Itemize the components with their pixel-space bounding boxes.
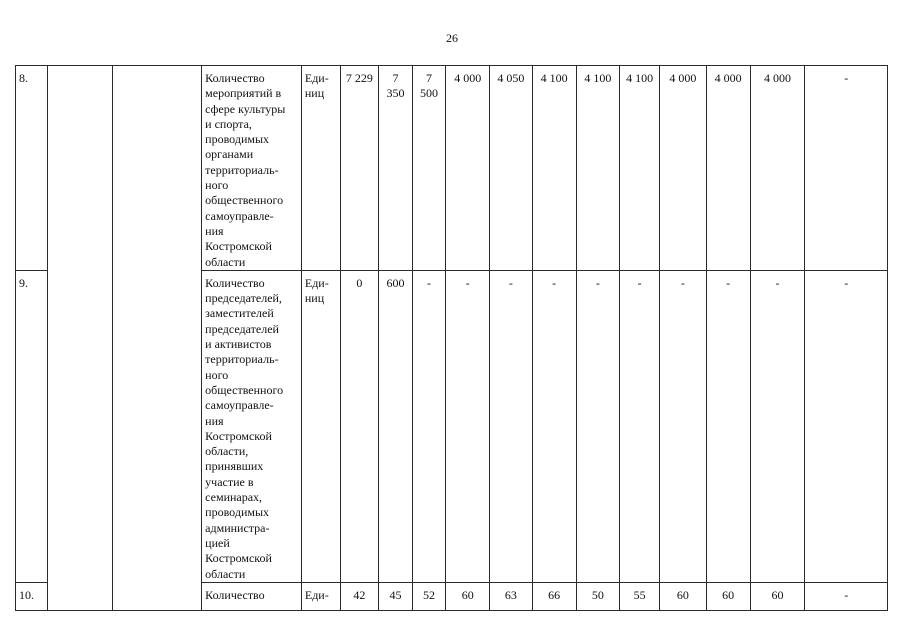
value-cell: 42	[340, 582, 379, 610]
value-cell: 55	[620, 582, 660, 610]
indicators-table	[15, 65, 888, 611]
value-cell: 60	[750, 582, 805, 610]
value-cell: 63	[490, 582, 533, 610]
value-cell: 7 350	[379, 66, 413, 271]
value-cell: 66	[532, 582, 576, 610]
value-cell: -	[576, 270, 620, 582]
value-cell: 4 000	[750, 66, 805, 271]
value-cell: 50	[576, 582, 620, 610]
row-number: 8.	[16, 66, 48, 271]
value-cell: -	[805, 66, 888, 271]
value-cell: 4 100	[532, 66, 576, 271]
indicator-name: Количество мероприятий в сфере культуры и спорта, проводимых органами территориаль- ного общественного самоуправле- ния Костромской области	[202, 66, 302, 271]
value-cell: -	[620, 270, 660, 582]
value-cell: 4 000	[446, 66, 490, 271]
value-cell: 4 050	[490, 66, 533, 271]
value-cell: -	[750, 270, 805, 582]
value-cell: 4 100	[620, 66, 660, 271]
value-cell: -	[805, 582, 888, 610]
indicator-name: Количество председателей, заместителей председателей и активистов территориаль- ного общественного самоуправле- ния Костромской области, принявших участие в семинарах, проводимых администра- цией Костромской области	[202, 270, 302, 582]
page-number: 26	[446, 31, 458, 45]
value-cell: 52	[412, 582, 446, 610]
value-cell: 7 229	[340, 66, 379, 271]
row-number: 9.	[16, 270, 48, 582]
value-cell: -	[659, 270, 706, 582]
merged-blank-cell	[47, 66, 112, 611]
value-cell: 7 500	[412, 66, 446, 271]
value-cell: -	[412, 270, 446, 582]
row-number: 10.	[16, 582, 48, 610]
value-cell: -	[532, 270, 576, 582]
value-cell: 60	[706, 582, 750, 610]
value-cell: 0	[340, 270, 379, 582]
value-cell: 60	[659, 582, 706, 610]
value-cell: 600	[379, 270, 413, 582]
value-cell: 45	[379, 582, 413, 610]
value-cell: -	[446, 270, 490, 582]
unit-cell: Еди- ниц	[301, 270, 340, 582]
table-row	[16, 66, 888, 271]
unit-cell: Еди-	[301, 582, 340, 610]
value-cell: 4 100	[576, 66, 620, 271]
merged-blank-cell	[112, 66, 202, 611]
value-cell: -	[490, 270, 533, 582]
indicator-name: Количество	[202, 582, 302, 610]
value-cell: 4 000	[659, 66, 706, 271]
value-cell: -	[805, 270, 888, 582]
unit-cell: Еди- ниц	[301, 66, 340, 271]
value-cell: 60	[446, 582, 490, 610]
value-cell: -	[706, 270, 750, 582]
value-cell: 4 000	[706, 66, 750, 271]
